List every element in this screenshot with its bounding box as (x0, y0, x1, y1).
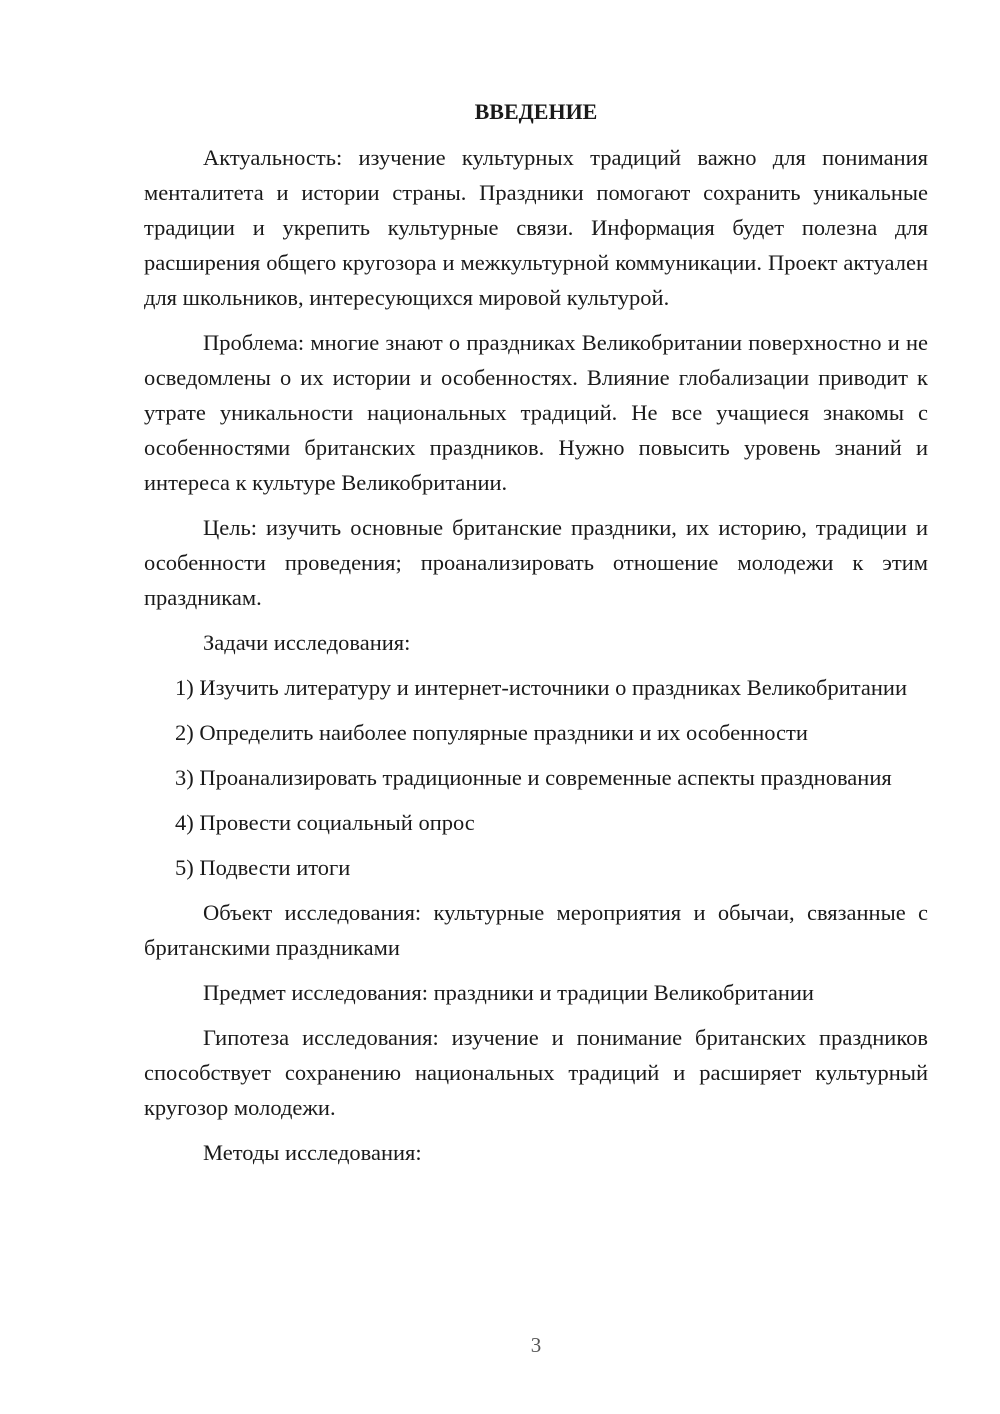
task-item-4: 4) Провести социальный опрос (175, 810, 475, 835)
task-item-1: 1) Изучить литературу и интернет-источники о праздниках Великобритании (175, 675, 907, 700)
page-number: 3 (530, 1333, 542, 1357)
section-title: ВВЕДЕНИЕ (474, 99, 598, 124)
task-item-2: 2) Определить наиболее популярные праздники и их особенности (175, 720, 808, 745)
relevance-paragraph: Актуальность: изучение культурных традиций важно для понимания менталитета и истории страны. Праздники помогают сохранить уникальные традиции и укрепить культурные связи. Информация будет полезна для расширения общего кругозора и межкультурной коммуникации. Проект актуален для школьников, интересующихся мировой культурой. (144, 145, 928, 310)
hypothesis-paragraph: Гипотеза исследования: изучение и понимание британских праздников способствует сохранению национальных традиций и расширяет культурный кругозор молодежи. (144, 1025, 928, 1120)
problem-paragraph: Проблема: многие знают о праздниках Великобритании поверхностно и не осведомлены о их истории и особенностях. Влияние глобализации приводит к утрате уникальности национальных традиций. Не все учащиеся знакомы с особенностями британских праздников. Нужно повысить уровень знаний и интереса к культуре Великобритании. (144, 330, 928, 495)
task-item-3: 3) Проанализировать традиционные и современные аспекты празднования (175, 765, 892, 790)
object-paragraph: Объект исследования: культурные мероприятия и обычаи, связанные с британскими праздниками (144, 900, 928, 960)
methods-heading: Методы исследования: (203, 1140, 422, 1165)
subject-paragraph: Предмет исследования: праздники и традиции Великобритании (203, 980, 814, 1005)
task-item-5: 5) Подвести итоги (175, 855, 351, 880)
tasks-heading: Задачи исследования: (203, 630, 411, 655)
goal-paragraph: Цель: изучить основные британские праздники, их историю, традиции и особенности проведения; проанализировать отношение молодежи к этим праздникам. (144, 515, 928, 610)
page-content (144, 94, 928, 1180)
